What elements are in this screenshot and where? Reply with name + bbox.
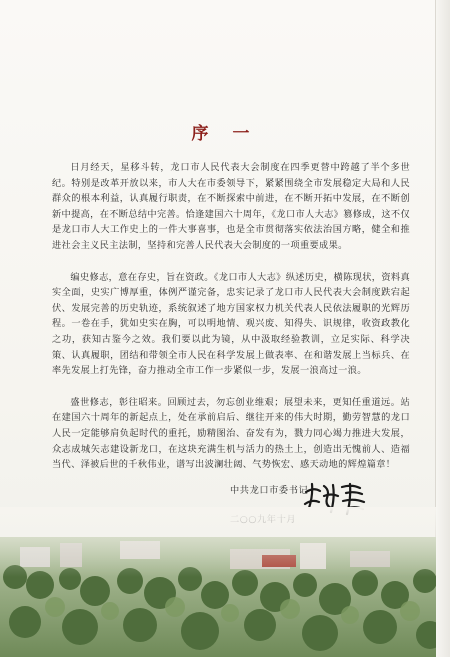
signature-organization: 中共龙口市委书记	[230, 485, 309, 496]
preface-body	[52, 160, 410, 489]
page-edge	[435, 0, 450, 657]
page-title: 序 一	[191, 124, 259, 144]
paragraph-3: 盛世修志，彰往昭来。回顾过去，勿忘创业维艰；展望未来，更知任重道远。站在建国六十周年的新起点上，处在承前启后、继往开来的伟大时期，勤劳智慧的龙口人民一定能够肩负起时代的重托，励精图治、奋发有为，戮力同心竭力推进大发展，众志成城矢志建设新龙口，在这块充满生机与活力的热土上，创造出无愧前人、造福当代、泽被后世的千秋伟业，谱写出波澜壮阔、气势恢宏、感天动地的辉煌篇章！	[52, 396, 410, 471]
paragraph-1: 日月经天，星移斗转，龙口市人民代表大会制度在四季更替中跨越了半个多世纪。特别是改革开放以来，市人大在市委领导下，紧紧围绕全市发展稳定大局和人民群众的根本利益，认真履行职责，在不断探索中前进，在不断开拓中发展，在不断创新中提高，在不断总结中完善。恰逢建国六十周年，《龙口市人大志》篡修成，这不仅是龙口市人大工作史上的一件大事喜事，也是全市贯彻落实依法治国方略，健全和推进社会主义民主法制，坚持和完善人民代表大会制度的一项重要成果。	[52, 162, 410, 251]
city-landscape-image	[0, 507, 436, 657]
paragraph-2: 编史修志，意在存史，旨在资政。《龙口市人大志》纵述历史，横陈现状，资料真实全面，史实广博厚重，体例严谨完备，忠实记录了龙口市人民代表大会制度跌宕起伏、发展完善的历史轨迹，系统叙述了地方国家权力机关代表人民依法履职的光辉历程。一卷在手，犹如史实在胸，可以明地情、观兴废、知得失、识规律，收资政教化之功，获知古鉴今之效。我们要以此为镜，从中汲取经验教训，立足实际、科学决策、认真履职，团结和带领全市人民在科学发展上做表率、在和谐发展上当标兵、在率先发展上打先锋，奋力推动全市工作一步紧似一步，发展一浪高过一浪。	[52, 271, 410, 377]
